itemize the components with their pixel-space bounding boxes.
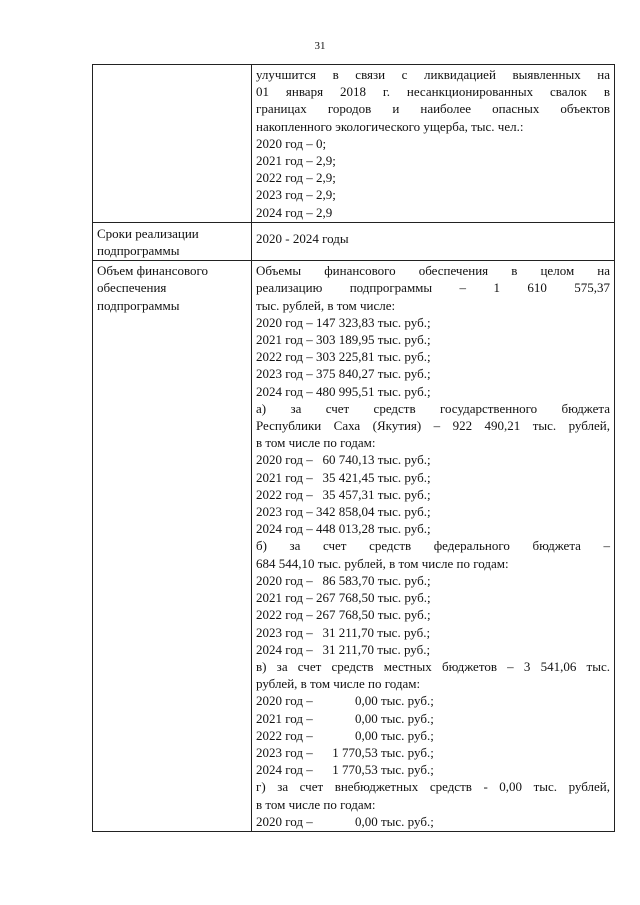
text-line: 2020 год – 86 583,70 тыс. руб.; xyxy=(256,572,431,588)
text-line: 2021 год – 303 189,95 тыс. руб.; xyxy=(256,332,431,348)
text-line: Объемы финансового обеспечения в целом на xyxy=(256,263,610,279)
indicator-values-cell xyxy=(252,65,615,223)
row-label-empty xyxy=(93,65,252,223)
text-line: 684 544,10 тыс. рублей, в том числе по годам: xyxy=(256,555,509,571)
text-line: 2023 год – 1 770,53 тыс. руб.; xyxy=(256,744,434,760)
subprogram-passport-table xyxy=(92,64,615,832)
text-line: 2022 год – 35 457,31 тыс. руб.; xyxy=(256,486,431,502)
text-line: Республики Саха (Якутия) – 922 490,21 тыс. рублей, xyxy=(256,418,610,434)
text-line: границах городов и наиболее опасных объектов xyxy=(256,101,610,117)
text-line: 2022 год – 0,00 тыс. руб.; xyxy=(256,727,434,743)
label-line: Объем финансового xyxy=(97,263,209,279)
label-line: подпрограммы xyxy=(97,297,180,313)
table-row-indicator-continuation xyxy=(93,65,615,223)
financing-volume-cell xyxy=(252,261,615,832)
label-line: обеспечения xyxy=(97,280,167,296)
text-line: рублей, в том числе по годам: xyxy=(256,676,421,692)
text-line: г) за счет внебюджетных средств - 0,00 тыс. рублей, xyxy=(256,779,610,795)
implementation-period-value xyxy=(252,222,615,260)
text-line: 2023 год – 375 840,27 тыс. руб.; xyxy=(256,366,431,382)
text-line: 2020 год – 0,00 тыс. руб.; xyxy=(256,813,434,829)
text-line: 2023 год – 342 858,04 тыс. руб.; xyxy=(256,504,431,520)
text-line: 2022 год – 267 768,50 тыс. руб.; xyxy=(256,607,431,623)
text-line: в) за счет средств местных бюджетов – 3 541,06 тыс. xyxy=(256,658,610,674)
text-line: 2022 год – 303 225,81 тыс. руб.; xyxy=(256,349,431,365)
text-line: 2021 год – 35 421,45 тыс. руб.; xyxy=(256,469,431,485)
text-line: 2020 год – 0,00 тыс. руб.; xyxy=(256,693,434,709)
text-line: реализацию подпрограммы – 1 610 575,37 xyxy=(256,280,610,296)
text-line: 2020 год – 0; xyxy=(256,135,327,151)
text-line: 2023 год – 2,9; xyxy=(256,187,336,203)
text-line: 2022 год – 2,9; xyxy=(256,170,336,186)
text-line: а) за счет средств государственного бюджета xyxy=(256,400,610,416)
text-line: 2021 год – 2,9; xyxy=(256,153,336,169)
text-line: 2024 год – 31 211,70 тыс. руб.; xyxy=(256,641,431,657)
row-label-implementation-period xyxy=(93,222,252,260)
text-line: б) за счет средств федерального бюджета – xyxy=(256,538,610,554)
text-line: 2020 - 2024 годы xyxy=(256,230,349,246)
text-line: 2023 год – 31 211,70 тыс. руб.; xyxy=(256,624,431,640)
text-line: тыс. рублей, в том числе: xyxy=(256,297,396,313)
text-line: 2020 год – 60 740,13 тыс. руб.; xyxy=(256,452,431,468)
row-label-financing-volume xyxy=(93,261,252,832)
table-row-financing-volume xyxy=(93,261,615,832)
text-line: 01 января 2018 г. несанкционированных свалок в xyxy=(256,84,610,100)
text-line: накопленного экологического ущерба, тыс. чел.: xyxy=(256,118,524,134)
label-line: подпрограммы xyxy=(97,243,180,259)
text-line: 2024 год – 1 770,53 тыс. руб.; xyxy=(256,762,434,778)
text-line: 2020 год – 147 323,83 тыс. руб.; xyxy=(256,314,431,330)
label-line: Сроки реализации xyxy=(97,225,199,241)
text-line: 2024 год – 448 013,28 тыс. руб.; xyxy=(256,521,431,537)
text-line: в том числе по годам: xyxy=(256,435,376,451)
text-line: улучшится в связи с ликвидацией выявленных на xyxy=(256,67,610,82)
text-line: 2021 год – 267 768,50 тыс. руб.; xyxy=(256,590,431,606)
text-line: 2024 год – 2,9 xyxy=(256,204,333,220)
page-number: 31 xyxy=(314,40,326,52)
text-line: в том числе по годам: xyxy=(256,796,376,812)
table-row-implementation-period xyxy=(93,222,615,260)
text-line: 2021 год – 0,00 тыс. руб.; xyxy=(256,710,434,726)
text-line: 2024 год – 480 995,51 тыс. руб.; xyxy=(256,383,431,399)
